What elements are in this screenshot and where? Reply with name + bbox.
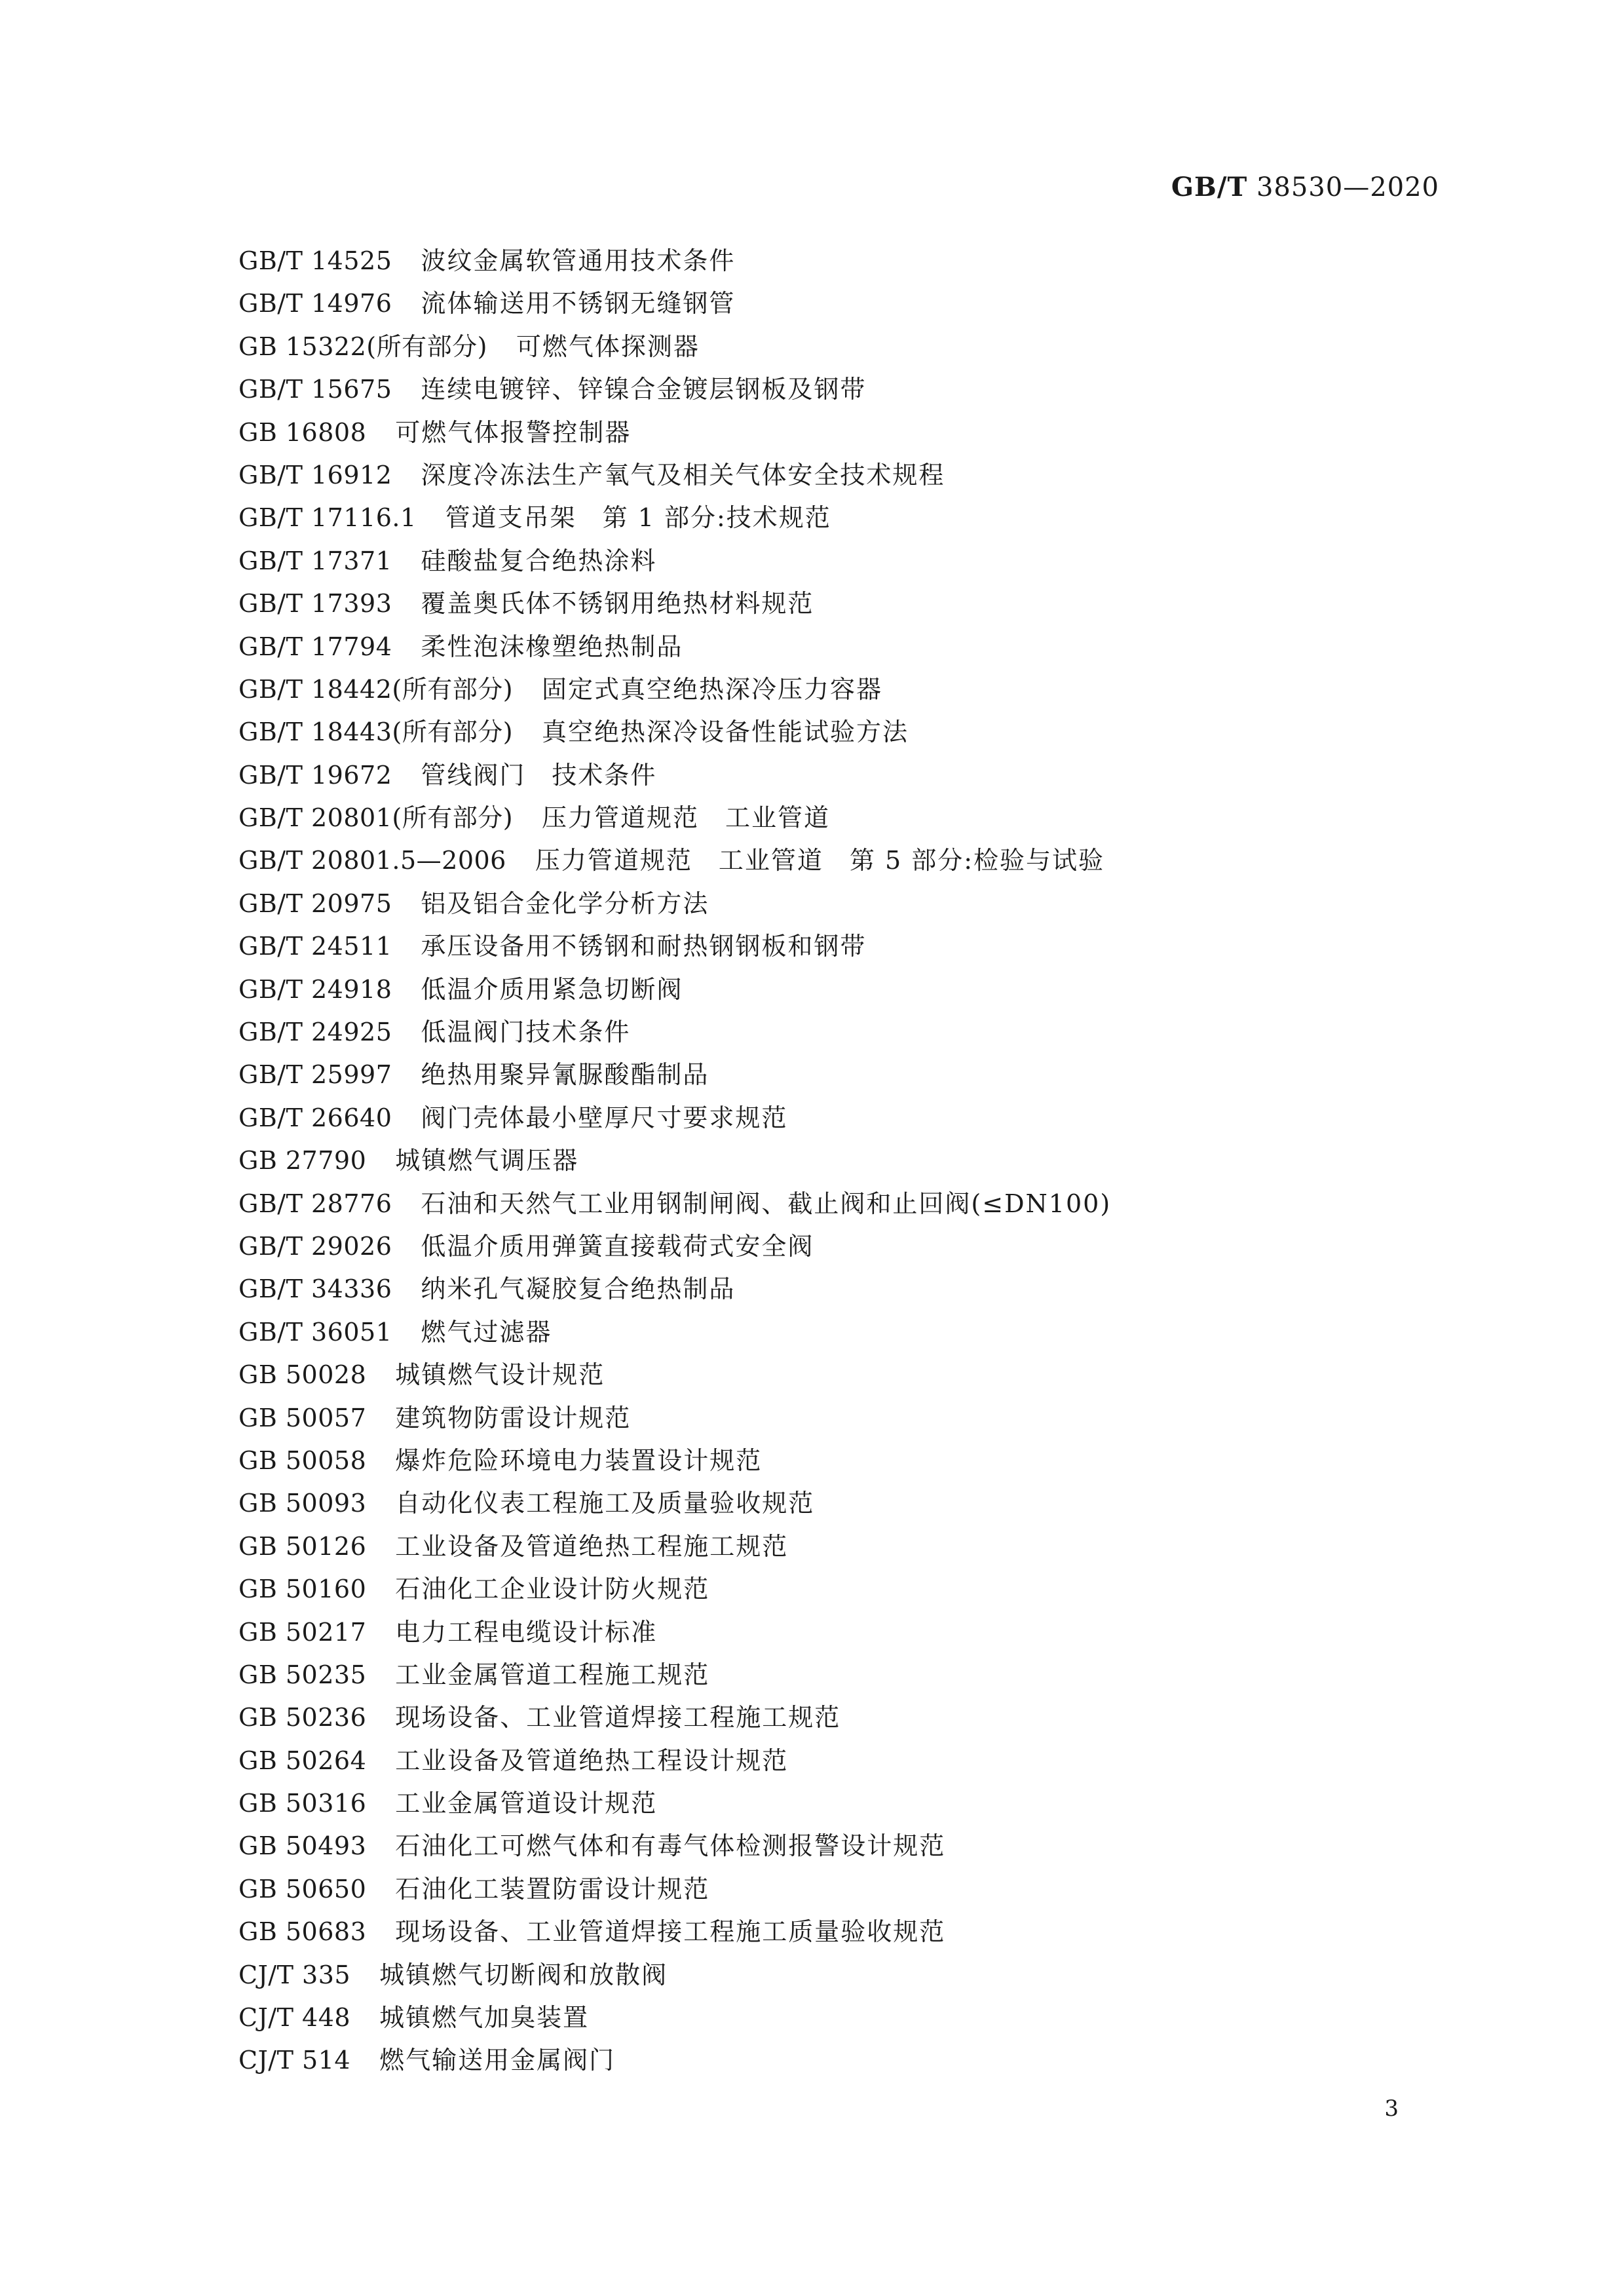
reference-entry	[238, 1225, 1111, 1268]
reference-title: 硅酸盐复合绝热涂料	[421, 546, 657, 575]
reference-code: CJ/T 448	[238, 2003, 351, 2033]
reference-title: 燃气过滤器	[421, 1317, 552, 1347]
reference-entry	[238, 968, 1111, 1011]
reference-entry	[238, 1354, 1111, 1396]
reference-entry	[238, 1954, 1111, 1997]
reference-entry	[238, 839, 1111, 882]
reference-entry	[238, 1611, 1111, 1654]
reference-title: 城镇燃气切断阀和放散阀	[379, 1960, 668, 1989]
reference-title: 管线阀门 技术条件	[421, 760, 657, 790]
reference-code: GB 27790	[238, 1146, 367, 1176]
reference-entry	[238, 925, 1111, 968]
reference-code: GB/T 17393	[238, 589, 392, 619]
reference-code: GB/T 25997	[238, 1060, 392, 1090]
reference-code: GB 50493	[238, 1831, 367, 1861]
reference-entry	[238, 797, 1111, 839]
reference-title: 低温介质用紧急切断阀	[421, 974, 683, 1004]
reference-title: 石油和天然气工业用钢制闸阀、截止阀和止回阀(≤DN100)	[421, 1189, 1112, 1218]
standard-code-prefix: GB/T	[1171, 172, 1248, 202]
reference-code: GB/T 16912	[238, 460, 392, 489]
reference-entry	[238, 1397, 1111, 1440]
reference-code: GB/T 17371	[238, 546, 392, 575]
reference-code: GB 50126	[238, 1531, 367, 1561]
reference-title: 固定式真空绝热深冷压力容器	[542, 674, 883, 704]
reference-title: 承压设备用不锈钢和耐热钢钢板和钢带	[421, 932, 867, 961]
reference-title: 石油化工企业设计防火规范	[395, 1575, 710, 1604]
reference-entry	[238, 1525, 1111, 1568]
reference-code: GB 50683	[238, 1917, 367, 1947]
reference-code: GB/T 18442(所有部分)	[238, 674, 514, 704]
reference-entry	[238, 497, 1111, 539]
reference-entry	[238, 2039, 1111, 2082]
normative-references-list	[238, 240, 1111, 2082]
reference-title: 低温介质用弹簧直接载荷式安全阀	[421, 1231, 814, 1261]
reference-code: GB 50058	[238, 1445, 367, 1475]
reference-code: GB/T 18443(所有部分)	[238, 718, 514, 747]
reference-title: 柔性泡沫橡塑绝热制品	[421, 632, 683, 661]
reference-code: GB 50057	[238, 1403, 367, 1432]
reference-entry	[238, 1183, 1111, 1225]
reference-code: GB 16808	[238, 417, 367, 447]
reference-code: GB 50316	[238, 1789, 367, 1818]
reference-code: GB/T 20975	[238, 889, 392, 918]
reference-entry	[238, 883, 1111, 925]
page-number: 3	[1384, 2095, 1399, 2122]
reference-title: 流体输送用不锈钢无缝钢管	[421, 289, 736, 318]
reference-code: GB/T 17116.1	[238, 503, 417, 533]
reference-entry	[238, 411, 1111, 454]
standard-number-header	[1171, 172, 1439, 202]
reference-code: GB/T 15675	[238, 375, 392, 404]
reference-code: GB/T 24925	[238, 1018, 392, 1047]
reference-code: GB/T 14976	[238, 289, 392, 318]
reference-entry	[238, 368, 1111, 411]
reference-code: GB 50236	[238, 1703, 367, 1732]
reference-title: 石油化工可燃气体和有毒气体检测报警设计规范	[395, 1831, 946, 1861]
reference-title: 管道支吊架 第 1 部分:技术规范	[445, 503, 831, 533]
reference-title: 绝热用聚异氰脲酸酯制品	[421, 1060, 709, 1090]
reference-entry	[238, 454, 1111, 497]
reference-code: GB 50217	[238, 1617, 367, 1647]
reference-entry	[238, 1825, 1111, 1867]
reference-title: 压力管道规范 工业管道 第 5 部分:检验与试验	[535, 846, 1105, 875]
reference-title: 深度冷冻法生产氧气及相关气体安全技术规程	[421, 460, 945, 489]
reference-code: GB 15322(所有部分)	[238, 332, 487, 361]
reference-title: 可燃气体探测器	[516, 332, 700, 361]
reference-entry	[238, 1054, 1111, 1096]
reference-title: 连续电镀锌、锌镍合金镀层钢板及钢带	[421, 375, 867, 404]
reference-entry	[238, 326, 1111, 368]
reference-code: GB/T 24918	[238, 974, 392, 1004]
reference-entry	[238, 240, 1111, 282]
reference-title: 波纹金属软管通用技术条件	[421, 246, 736, 275]
reference-title: 工业金属管道工程施工规范	[395, 1660, 710, 1689]
reference-title: 低温阀门技术条件	[421, 1018, 631, 1047]
reference-title: 阀门壳体最小壁厚尺寸要求规范	[421, 1103, 788, 1132]
reference-title: 城镇燃气调压器	[395, 1146, 579, 1176]
reference-entry	[238, 1740, 1111, 1782]
reference-code: GB/T 36051	[238, 1317, 392, 1347]
reference-title: 可燃气体报警控制器	[395, 417, 632, 447]
reference-entry	[238, 1482, 1111, 1525]
reference-entry	[238, 1654, 1111, 1696]
reference-code: GB 50093	[238, 1489, 367, 1518]
reference-title: 工业金属管道设计规范	[395, 1789, 658, 1818]
reference-title: 城镇燃气设计规范	[395, 1360, 605, 1390]
reference-entry	[238, 668, 1111, 711]
reference-entry	[238, 1097, 1111, 1139]
reference-code: CJ/T 335	[238, 1960, 351, 1989]
reference-code: GB 50650	[238, 1874, 367, 1904]
reference-title: 自动化仪表工程施工及质量验收规范	[395, 1489, 815, 1518]
reference-title: 真空绝热深冷设备性能试验方法	[542, 718, 909, 747]
reference-code: GB/T 19672	[238, 760, 392, 790]
reference-entry	[238, 1440, 1111, 1482]
reference-code: GB/T 34336	[238, 1274, 392, 1304]
standard-code-number: 38530—2020	[1256, 172, 1439, 202]
reference-entry	[238, 1997, 1111, 2039]
reference-title: 覆盖奥氏体不锈钢用绝热材料规范	[421, 589, 814, 619]
reference-title: 石油化工装置防雷设计规范	[395, 1874, 710, 1904]
reference-entry	[238, 1868, 1111, 1911]
reference-entry	[238, 754, 1111, 797]
reference-entry	[238, 1139, 1111, 1182]
reference-title: 现场设备、工业管道焊接工程施工质量验收规范	[395, 1917, 946, 1947]
reference-code: CJ/T 514	[238, 2046, 351, 2075]
reference-entry	[238, 1568, 1111, 1611]
reference-code: GB/T 29026	[238, 1231, 392, 1261]
reference-entry	[238, 1782, 1111, 1825]
reference-code: GB/T 14525	[238, 246, 392, 275]
reference-title: 铝及铝合金化学分析方法	[421, 889, 709, 918]
reference-code: GB 50264	[238, 1746, 367, 1775]
reference-entry	[238, 540, 1111, 583]
reference-entry	[238, 711, 1111, 754]
reference-title: 燃气输送用金属阀门	[379, 2046, 616, 2075]
reference-title: 现场设备、工业管道焊接工程施工规范	[395, 1703, 841, 1732]
reference-entry	[238, 583, 1111, 625]
reference-entry	[238, 1911, 1111, 1953]
reference-title: 纳米孔气凝胶复合绝热制品	[421, 1274, 736, 1304]
reference-code: GB/T 28776	[238, 1189, 392, 1218]
reference-title: 工业设备及管道绝热工程设计规范	[395, 1746, 789, 1775]
reference-title: 工业设备及管道绝热工程施工规范	[395, 1531, 789, 1561]
reference-entry	[238, 1011, 1111, 1054]
reference-entry	[238, 1311, 1111, 1354]
reference-code: GB 50028	[238, 1360, 367, 1390]
reference-title: 电力工程电缆设计标准	[395, 1617, 658, 1647]
reference-entry	[238, 1696, 1111, 1739]
reference-code: GB/T 26640	[238, 1103, 392, 1132]
reference-entry	[238, 1268, 1111, 1311]
reference-code: GB 50235	[238, 1660, 367, 1689]
reference-entry	[238, 282, 1111, 325]
reference-title: 压力管道规范 工业管道	[542, 803, 831, 833]
reference-title: 爆炸危险环境电力装置设计规范	[395, 1445, 763, 1475]
reference-code: GB/T 20801.5—2006	[238, 846, 506, 875]
reference-code: GB/T 24511	[238, 932, 392, 961]
reference-title: 建筑物防雷设计规范	[395, 1403, 632, 1432]
reference-entry	[238, 626, 1111, 668]
reference-code: GB 50160	[238, 1575, 367, 1604]
reference-code: GB/T 17794	[238, 632, 392, 661]
reference-title: 城镇燃气加臭装置	[379, 2003, 590, 2033]
reference-code: GB/T 20801(所有部分)	[238, 803, 514, 833]
